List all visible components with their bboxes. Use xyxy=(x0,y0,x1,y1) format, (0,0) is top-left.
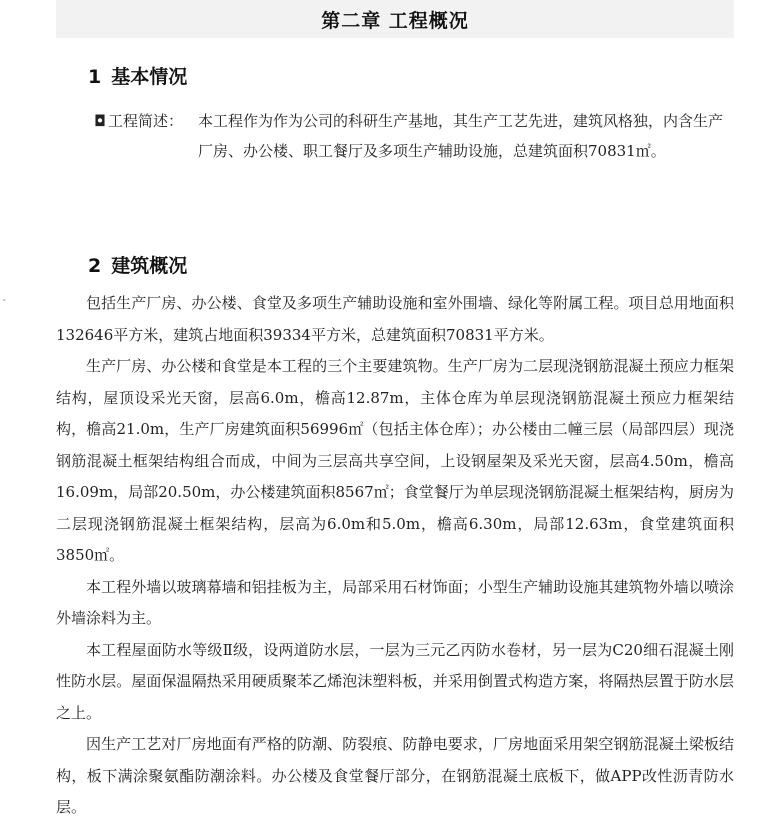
chapter-title: 第二章 工程概况 xyxy=(321,9,469,32)
bullet-icon: ◘ xyxy=(94,112,106,130)
section-title: 基本情况 xyxy=(111,66,188,88)
paragraph: 包括生产厂房、办公楼、食堂及多项生产辅助设施和室外围墙、绿化等附属工程。项目总用地面积132646平方米，建筑占地面积39334平方米，总建筑面积70831平方米。 xyxy=(56,294,734,344)
overview-label: 工程简述： xyxy=(108,112,184,130)
project-overview xyxy=(94,106,734,166)
margin-marker: ˇ xyxy=(2,300,7,310)
building-overview-body xyxy=(56,288,734,824)
section-heading-basic-info xyxy=(88,62,187,89)
paragraph: 因生产工艺对厂房地面有严格的防潮、防裂痕、防静电要求，厂房地面采用架空钢筋混凝土梁板结构，板下满涂聚氨酯防潮涂料。办公楼及食堂餐厅部分，在钢筋混凝土底板下，做APP改性沥青防水层。 xyxy=(56,735,734,816)
overview-text: 本工程作为作为公司的科研生产基地，其生产工艺先进，建筑风格独，内含生产厂房、办公楼、职工餐厅及多项生产辅助设施，总建筑面积70831㎡。 xyxy=(198,112,724,160)
section-number: 2 xyxy=(88,255,102,277)
section-heading-building-overview xyxy=(88,251,187,278)
section-title: 建筑概况 xyxy=(111,255,188,277)
chapter-header xyxy=(56,0,734,38)
paragraph: 生产厂房、办公楼和食堂是本工程的三个主要建筑物。生产厂房为二层现浇钢筋混凝土预应力框架结构，屋顶设采光天窗，层高6.0m，檐高12.87m，主体仓库为单层现浇钢筋混凝土预应力框架结构，檐高21.0m，生产厂房建筑面积56996㎡（包括主体仓库）；办公楼由二幢三层（局部四层）现浇钢筋混凝土框架结构组合而成，中间为三层高共享空间，上设钢屋架及采光天窗，层高4.50m，檐高16.09m，局部20.50m，办公楼建筑面积8567㎡；食堂餐厅为单层现浇钢筋混凝土框架结构，厨房为二层现浇钢筋混凝土框架结构，层高为6.0m和5.0m，檐高6.30m，局部12.63m，食堂建筑面积3850㎡。 xyxy=(56,357,734,564)
paragraph: 本工程外墙以玻璃幕墙和铝挂板为主，局部采用石材饰面；小型生产辅助设施其建筑物外墙以喷涂外墙涂料为主。 xyxy=(56,577,734,627)
paragraph: 本工程屋面防水等级Ⅱ级，设两道防水层，一层为三元乙丙防水卷材，另一层为C20细石混凝土刚性防水层。屋面保温隔热采用硬质聚苯乙烯泡沫塑料板，并采用倒置式构造方案，将隔热层置于防水层之上。 xyxy=(56,640,734,722)
section-number: 1 xyxy=(88,66,102,88)
